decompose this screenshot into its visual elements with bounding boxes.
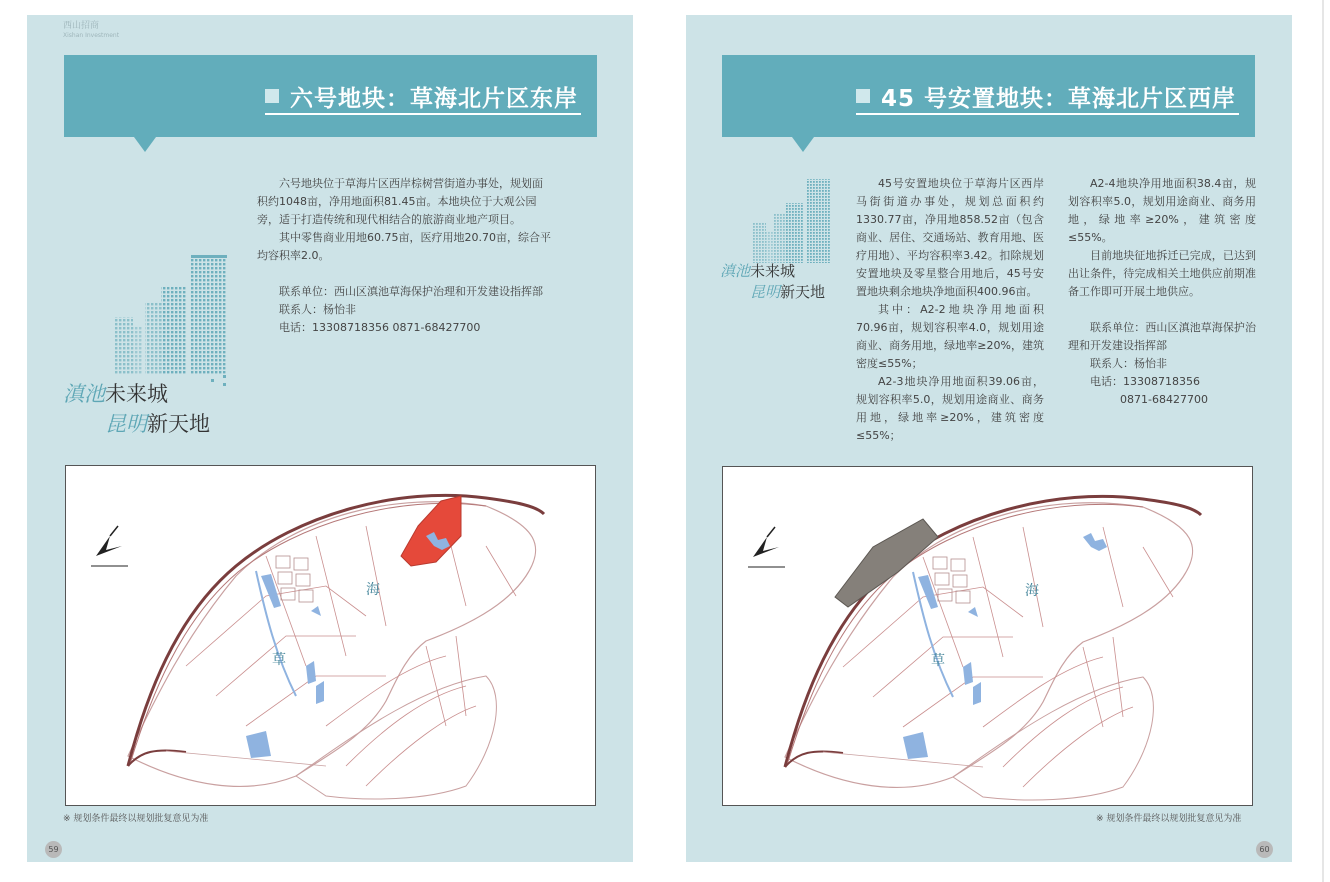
banner-pointer xyxy=(134,137,156,152)
brand-en: Xishan Investment xyxy=(63,32,120,39)
page-title: 六号地块：草海北片区东岸 xyxy=(290,85,578,112)
footnote: ※ 规划条件最终以规划批复意见为准 xyxy=(63,814,209,824)
slogan-highlight-2: 昆明 xyxy=(105,412,147,436)
slogan-line-1 xyxy=(63,381,168,407)
slogan-text-2: 新天地 xyxy=(780,283,826,301)
skyline-illustration xyxy=(750,175,834,275)
text-column-1 xyxy=(856,175,1044,445)
page-number: 59 xyxy=(45,841,62,858)
map-label-hai: 海 xyxy=(366,582,380,598)
slogan-line-2 xyxy=(750,282,825,302)
title-line xyxy=(265,79,581,115)
highlighted-parcel xyxy=(835,519,938,607)
contact-phone: 电话：13308718356 xyxy=(1090,375,1200,388)
paragraph: 其中：A2-2地块净用地面积70.96亩，规划容积率4.0，规划用途商业、商务用地，绿地率≥20%，建筑密度≤55%； xyxy=(856,303,1044,370)
page-title: 45 号安置地块：草海北片区西岸 xyxy=(880,85,1236,112)
footnote: ※ 规划条件最终以规划批复意见为准 xyxy=(1096,814,1242,824)
text-column-2 xyxy=(1068,175,1256,409)
intro-text xyxy=(257,175,553,337)
slogan-line-1 xyxy=(720,261,795,281)
paragraph: A2-3地块净用地面积39.06亩，规划容积率5.0，规划用途商业、商务用地，绿地率≥20%，建筑密度≤55%； xyxy=(856,375,1044,442)
slogan-highlight-1: 滇池 xyxy=(720,262,751,280)
page-edge xyxy=(1322,0,1324,882)
map-label-cao: 草 xyxy=(931,653,945,669)
contact-unit: 联系单位：西山区滇池草海保护治理和开发建设指挥部 xyxy=(1068,321,1256,352)
paragraph: 六号地块位于草海片区西岸棕树营街道办事处，规划面积约1048亩，净用地面积81.45亩。本地块位于大观公园旁，适于打造传统和现代相结合的旅游商业地产项目。 xyxy=(257,177,543,226)
north-arrow-icon xyxy=(91,526,128,566)
north-arrow-icon xyxy=(748,527,785,567)
contact-phone: 电话：13308718356 0871-68427700 xyxy=(279,321,481,334)
skyline-illustration xyxy=(111,247,231,387)
brand-header xyxy=(63,21,119,40)
page-number: 60 xyxy=(1256,841,1273,858)
slogan-text-1: 未来城 xyxy=(105,382,168,406)
brand-cn: 西山招商 xyxy=(63,21,100,31)
contact-person: 联系人：杨怡非 xyxy=(279,303,356,316)
planning-map-graphic xyxy=(66,466,595,805)
paragraph: 45号安置地块位于草海片区西岸马街街道办事处，规划总面积约1330.77亩，净用地858.52亩（包含商业、居住、交通场站、教育用地、医疗用地）、平均容积率3.42。扣除规划安置地块及零星整合用地后，45号安置地块剩余地块净地面积400.96亩。 xyxy=(856,177,1044,298)
banner-pointer xyxy=(792,137,814,152)
site-map xyxy=(65,465,596,806)
map-label-hai: 海 xyxy=(1025,583,1039,599)
square-bullet-icon xyxy=(265,89,279,103)
slogan-highlight-1: 滇池 xyxy=(63,382,105,406)
title-line xyxy=(856,79,1239,115)
paragraph: 目前地块征地拆迁已完成，已达到出让条件，待完成相关土地供应前期准备工作即可开展土地供应。 xyxy=(1068,249,1256,298)
slogan-line-2 xyxy=(105,411,210,437)
contact-phone-2: 0871-68427700 xyxy=(1120,393,1208,406)
page-right xyxy=(686,15,1292,862)
paragraph: A2-4地块净用地面积38.4亩，规划容积率5.0，规划用途商业、商务用地，绿地率≥20%，建筑密度≤55%。 xyxy=(1068,177,1256,244)
slogan-text-1: 未来城 xyxy=(750,262,796,280)
paragraph: 其中零售商业用地60.75亩，医疗用地20.70亩，综合平均容积率2.0。 xyxy=(257,231,551,262)
site-map xyxy=(722,466,1253,806)
highlighted-parcel xyxy=(401,496,461,566)
page-left xyxy=(27,15,633,862)
planning-map-graphic xyxy=(723,467,1252,805)
map-label-cao: 草 xyxy=(272,652,286,668)
contact-unit: 联系单位：西山区滇池草海保护治理和开发建设指挥部 xyxy=(279,285,543,298)
title-banner xyxy=(64,55,597,137)
contact-person: 联系人：杨怡非 xyxy=(1090,357,1167,370)
square-bullet-icon xyxy=(856,89,870,103)
slogan-text-2: 新天地 xyxy=(147,412,210,436)
title-banner xyxy=(722,55,1255,137)
slogan-highlight-2: 昆明 xyxy=(750,283,781,301)
